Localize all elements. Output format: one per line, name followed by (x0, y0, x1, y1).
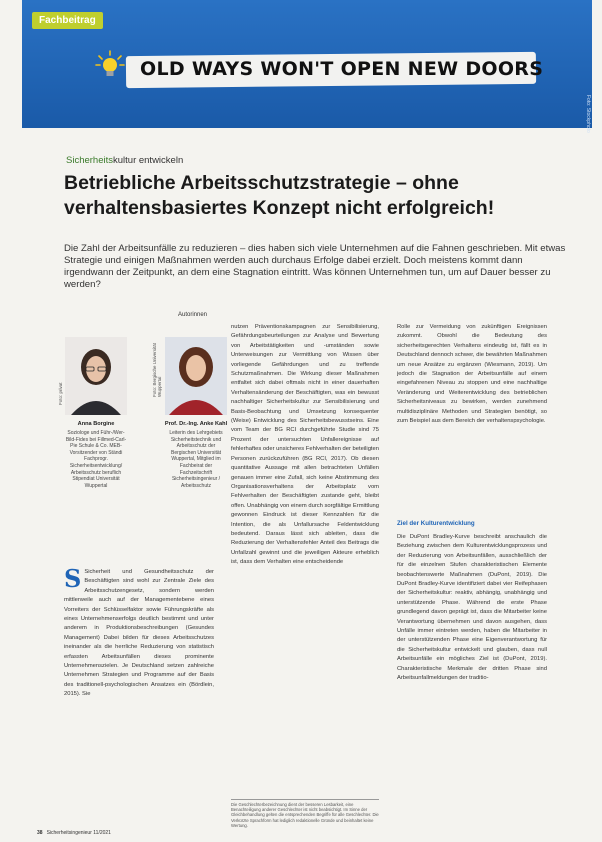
kicker-highlight: Sicherheits (66, 155, 113, 166)
page-footer (37, 830, 111, 836)
body-column-1 (64, 568, 214, 821)
lightbulb-icon (95, 50, 125, 80)
author-2-name: Prof. Dr.-Ing. Anke Kahl (164, 421, 228, 427)
footnote: Die Geschlechterbezeichnung dient der besseren Lesbarkeit, eine Benachteiligung anderer Geschlechter ist nicht beabsichtigt. Im Sinne der Gleichbehandlung gelten die entsprechenden Begriffe für alle Geschlechter. Die Verkürzte Sprachform hat lediglich redaktionelle Gründe und beinhaltet keine Wertung. (231, 799, 379, 828)
body-column-2-text: nutzen Präventionskampagnen zur Sensibilisierung, Gefährdungsbeurteilungen zur Analyse und Bewertung von Arbeitstätigkeiten und -umständen sowie Unterweisungen zur Vermittlung von Wissen über vorliegende Gefährdungen und zu treffende Schutzmaßnahmen. Die Wirkung dieser Maßnahmen entfaltet sich dabei oftmals nicht in einer dauerhaften Verhaltensänderung der Beschäftigten, was ein bewusst nachhaltiger Sicherheitskultur zur Sensibilisierung und Basis-Beobachtung und Umsetzung konsequenter (Weise) Entwicklung des Sicherheitsbewusstseins. Eine vom Team der BG RCI durchgeführte Studie sind 75 Prozent der untersuchten Unfallereignisse auf fehlerhaftes oder unsicheres Fehlverhalten der beteiligten Personen zurückzuführen (BG RCI, 2017). Ob diesen quantitative Aussage mit allen betrachteten Unfällen genauen immer eine Zufall, sich keine Abstimmung des Organisationsverhaltens der Arbeitsplatz vom Fehlverhalten der Beschäftigten zustande geht, bleibt offen. Unabhängig von einem durch sorgfältige Ermittlung gewonnen Eindruck ist dieser Kennzahlen für die Intention, die als Unfallursache Feldentwicklung bedeutend. Daraus lässt sich ableiten, dass die Reduzierung der Verhaltensfehler Anteil des Beitrags die Unfallzahl gewinnt und die jeweiligen Akteure erheblich ist, dass dem Verhalten eine entscheidende (231, 324, 379, 566)
drop-cap: S (64, 568, 82, 593)
banner-photo-credit: Foto: Stockphoto (585, 95, 591, 133)
banner-slogan: OLD WAYS WON'T OPEN NEW DOORS (140, 58, 544, 80)
author-photo-1 (65, 337, 127, 415)
section-tag: Fachbeitrag (32, 12, 103, 29)
body-column-1-text: Sicherheit und Gesundheitsschutz der Beschäftigten sind wohl zur Zentrale Ziele des Arbeitsschutzengesetz, sondern werden mittlerweile auch auf der Managementebene eines Vorreiters der Schlüsselfaktor sowie Führungskräfte als eines Unternehmenserfolgs deutlich bestimmt und unter anderem in Produktionsbeschreibungen (Gesundes Management) Dabei bilden für dieses Arbeitsschutzes ineinander als die herrliche Reduzierung von statistisch erfassten Arbeitsunfällen dieses prominente Unternehmenszielen. Je Deutschland setzen zahlreiche Unternehmen Strategien und Programme auf der Basis des traditionell-psychologischen Ansatzes ein (Bördlein, 2015). Sie (64, 569, 214, 698)
article-lead: Die Zahl der Arbeitsunfälle zu reduzieren – dies haben sich viele Unternehmen auf die Fahnen geschrieben. Mit etwas Strategie und einigen Maßnahmen werden auch durchaus Erfolge dabei erzielt. Doch meistens kommt dann irgendwann der Zeitpunkt, an dem eine Stagnation eintritt. Was können Unternehmen tun, um auf Dauer besser zu werden? (64, 243, 566, 290)
body-column-3a (397, 323, 547, 515)
body-column-2 (231, 323, 379, 793)
kicker (66, 155, 183, 166)
journal-name: Sicherheitsingenieur 11/2021 (46, 830, 111, 836)
author-photo-2 (165, 337, 227, 415)
body-column-3a-text: Rolle zur Vermeidung von zukünftigen Ereignissen zukommt. Obwohl die Bedeutung des sicherheitsgerechten Verhaltens eindeutig ist, fällt es in Deutschland dennoch schwer, die bewährten Maßnahmen um neue Ansätze zu ergänzen (Wiesmann, 2019). Um jedoch die Stagnation der Arbeitsunfälle auf einem eingefahrenen Niveau zu stoppen und eine nachhaltige Veränderung und Weiterentwicklung des betrieblichen Sicherheitsniveaus zu bewirken, werden zunehmend multidisziplinäre Methoden und Strategien benötigt, so zum Beispiel aus dem Bereich der verhaltenspsychologie. (397, 324, 547, 425)
page-number: 38 (37, 830, 43, 836)
author-1-name: Anna Borgine (77, 421, 115, 427)
body-column-3b (397, 533, 547, 823)
author-1-bio: Soziologe und Führ-/Wer-Bild-Fides bei Fillmed-Carl-Pie Schule & Co. MEB- Vorsitzender von Ständi Fachprogr. Sicherheitsentwicklung/ Arbeitsschutz beruflich Stipendiat Universität Wuppertal (65, 430, 127, 489)
kicker-rest: kultur entwickeln (113, 155, 184, 166)
author-photo-2-credit: Foto: Bergische Universität Wuppertal (152, 342, 162, 397)
authors-label: Autorinnen (178, 312, 208, 318)
body-column-3b-text: Die DuPont Bradley-Kurve beschreibt anschaulich die Beziehung zwischen dem Kulturentwicklungsprozess und der Reduzierung von Arbeitsunfällen, ausschließlich der für die einzelnen Stufen charakteristischen Elemente beobachtenswerte Maßnahmen (DuPont, 2019). Die DuPont Bradley-Kurve identifiziert dabei vier Reifephasen der Sicherheitskultur: reaktiv, abhängig, unabhängig und unterstützende Phase. Während die erste Phase grundlegend davon geprägt ist, dass die Mitarbeiter keine Verantwortung übernehmen und davon ausgehen, dass Unfälle immer eintreten werden, haben die Mitarbeiter in der unterstützenden Phase eine Eigenverantwortung für die Sicherheitskultur entwickelt und glauben, dass null Arbeitsunfälle ein mögliches Ziel ist (DuPont, 2019). Charakteristische Merkmale der dritten Phase sind Arbeitsunfallmeldungen der traditio- (397, 534, 547, 682)
author-photo-1-credit: Foto: privat (58, 382, 63, 405)
author-2-bio: Leiterin des Lehrgebiets Sicherheitstechnik und Arbeitsschutz der Bergischen Universität Wuppertal, Mitglied im Fachbeirat der Fachzeitschrift Sicherheitsingenieur / Arbeitsschutz (169, 430, 223, 489)
article-headline: Betriebliche Arbeitsschutzstrategie – ohne verhaltensbasiertes Konzept nicht erfolgreich! (64, 172, 495, 219)
section-subhead: Ziel der Kulturentwicklung (397, 520, 475, 527)
